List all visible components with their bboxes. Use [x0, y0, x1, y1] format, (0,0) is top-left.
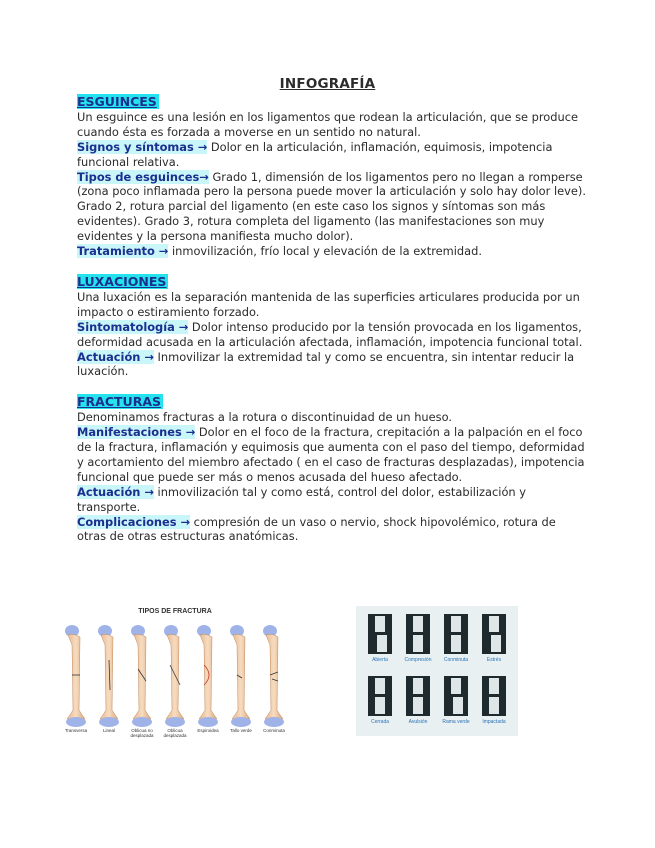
- xray-tile-5: [368, 676, 392, 716]
- xray-label: Impactada: [482, 719, 506, 725]
- complicaciones-text: compresión de un vaso o nervio, shock hipovolémico, rotura de otras de otras estructuras anatómicas.: [77, 514, 556, 544]
- xray-label: Estrés: [486, 657, 502, 663]
- xray-label: Abierta: [372, 657, 388, 663]
- section-heading-fracturas: FRACTURAS: [77, 394, 161, 410]
- section-esguinces: [77, 94, 587, 259]
- xray-fracture-grid: [356, 606, 518, 736]
- manifestaciones-label: Manifestaciones →: [77, 425, 196, 440]
- bone-7: [263, 625, 284, 727]
- complicaciones-label: Complicaciones →: [77, 514, 191, 529]
- fracturas-actuacion-text: inmovilización tal y como está, control del dolor, estabilización y transporte.: [77, 484, 526, 514]
- xray-drawing: [356, 606, 518, 736]
- xray-tile-6: [406, 676, 430, 716]
- esguinces-signos: [77, 140, 587, 170]
- tipos-text: Grado 1, dimensión de los ligamentos pero no llegan a romperse (zona poco inflamada pero la persona puede mover la articulación y solo hay dolor leve). Grado 2, rotura parcial del ligamento (en este caso los signos y síntomas son más evidentes). Grado 3, rotura completa del ligamento (las manifestaciones son muy evidentes y la persona manifiesta mucho dolor).: [77, 169, 586, 244]
- actuacion-label: Actuación →: [77, 349, 154, 364]
- bone-5: [197, 625, 218, 727]
- bone-label: Conminuta: [263, 728, 285, 733]
- manifestaciones-text: Dolor en el foco de la fractura, crepitación a la palpación en el foco de la fractura, inflamación y equimosis que aumenta con el paso del tiempo, deformidad y acortamiento del miembro afectado ( en el caso de fracturas desplazadas), impotencia funcional que puede ser más o menos acusada del hueso afectado.: [77, 425, 585, 484]
- xray-label: Compresión: [404, 657, 432, 663]
- bone-1: [65, 625, 86, 727]
- fracturas-actuacion-label: Actuación →: [77, 484, 154, 499]
- bone-label: Tallo verde: [230, 728, 252, 733]
- page-title: INFOGRAFÍA: [279, 76, 376, 92]
- xray-tile-3: [444, 614, 468, 654]
- sintomatologia-text: Dolor intenso producido por la tensión provocada en los ligamentos, deformidad acusada en la articulación afectada, inflamación, impotencia funcional total.: [77, 319, 583, 349]
- esguinces-tipos: [77, 170, 587, 245]
- bone-label: Oblicua desplazada: [163, 728, 187, 738]
- xray-tile-8: [482, 676, 506, 716]
- document-body: [77, 94, 587, 544]
- xray-label: Rama verde: [442, 719, 470, 725]
- xray-tile-2: [406, 614, 430, 654]
- signos-text: Dolor en la articulación, inflamación, equimosis, impotencia funcional relativa.: [77, 139, 553, 169]
- luxaciones-actuacion: [77, 350, 587, 380]
- signos-label: Signos y síntomas →: [77, 139, 208, 154]
- luxaciones-sintomatologia: [77, 320, 587, 350]
- fracturas-complicaciones: [77, 515, 587, 545]
- actuacion-text: Inmovilizar la extremidad tal y como se encuentra, sin intentar reducir la luxación.: [77, 349, 575, 379]
- xray-tile-1: [368, 614, 392, 654]
- xray-tile-4: [482, 614, 506, 654]
- bone-3: [131, 625, 152, 727]
- tipos-label: Tipos de esguinces→: [77, 169, 209, 184]
- fracture-types-illustration: [60, 605, 290, 740]
- bone-label: Lineal: [102, 728, 115, 733]
- bone-label: Transversa: [64, 728, 88, 733]
- fracturas-manifestaciones: [77, 425, 587, 485]
- bones-drawing: [60, 615, 290, 740]
- bone-6: [230, 625, 251, 727]
- fracturas-intro: Denominamos fracturas a la rotura o discontinuidad de un hueso.: [77, 410, 452, 425]
- figure-title: TIPOS DE FRACTURA: [138, 608, 212, 615]
- section-fracturas: [77, 394, 587, 544]
- tratamiento-text: inmovilización, frío local y elevación de la extremidad.: [168, 244, 482, 259]
- esguinces-tratamiento: [77, 244, 587, 259]
- bone-label: Espiroidea: [197, 728, 219, 733]
- xray-label: Cerrada: [370, 719, 390, 725]
- fracturas-actuacion: [77, 485, 587, 515]
- luxaciones-intro: Una luxación es la separación mantenida de las superficies articulares producida por un impacto o estiramiento forzado.: [77, 289, 580, 319]
- tratamiento-label: Tratamiento →: [77, 244, 169, 259]
- sintomatologia-label: Sintomatología →: [77, 319, 189, 334]
- bone-2: [98, 625, 119, 727]
- bone-4: [164, 625, 185, 727]
- bone-label: Oblicua no desplazada: [130, 728, 154, 738]
- section-heading-luxaciones: LUXACIONES: [77, 273, 167, 289]
- xray-tile-7: [444, 676, 468, 716]
- section-luxaciones: [77, 274, 587, 379]
- esguinces-intro: Un esguince es una lesión en los ligamentos que rodean la articulación, que se produce cuando ésta es forzada a moverse en un sentido no natural.: [77, 109, 578, 139]
- xray-label: Avulsión: [408, 719, 428, 725]
- section-heading-esguinces: ESGUINCES: [77, 94, 157, 109]
- xray-label: Conminuta: [443, 657, 469, 663]
